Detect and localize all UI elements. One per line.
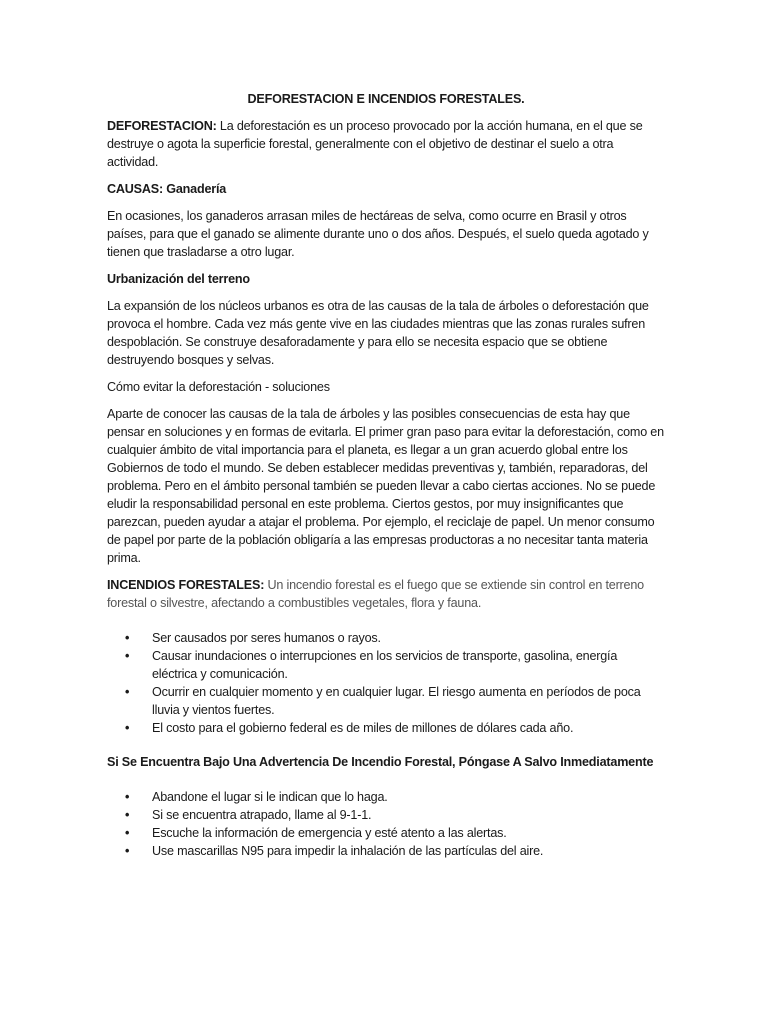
list-item: • Si se encuentra atrapado, llame al 9-1-1.: [125, 808, 372, 822]
advertencia-heading: Si Se Encuentra Bajo Una Advertencia De Incendio Forestal, Póngase A Salvo Inmediatamente: [107, 755, 654, 769]
list-item: • Causar inundaciones o interrupciones en los servicios de transporte, gasolina, energía eléctrica y comunicación.: [125, 649, 618, 681]
list-item: • El costo para el gobierno federal es de miles de millones de dólares cada año.: [125, 721, 574, 735]
incendios-list: [107, 629, 665, 737]
urbanizacion-paragraph: La expansión de los núcleos urbanos es otra de las causas de la tala de árboles o deforestación que provoca el hombre. Cada vez más gente vive en las ciudades mientras que las zonas rurales sufren despoblación. Se construye desaforadamente y para ello se necesita espacio que se obtiene destruyendo bosques y selvas.: [107, 299, 649, 367]
bullet-icon: •: [125, 790, 130, 804]
document-page: [107, 90, 665, 869]
bullet-icon: •: [125, 844, 130, 858]
document-title: DEFORESTACION E INCENDIOS FORESTALES.: [247, 92, 525, 106]
list-item: • Abandone el lugar si le indican que lo haga.: [125, 790, 388, 804]
bullet-icon: •: [125, 631, 130, 645]
incendios-label: INCENDIOS FORESTALES:: [107, 578, 265, 592]
list-item: • Ser causados por seres humanos o rayos.: [125, 631, 381, 645]
incendios-text: Un incendio forestal es el fuego que se extiende sin control en terreno forestal o silvestre, afectando a combustibles vegetales, flora y fauna.: [107, 578, 644, 610]
causas-heading: CAUSAS: Ganadería: [107, 182, 227, 196]
urbanizacion-heading: Urbanización del terreno: [107, 272, 250, 286]
bullet-icon: •: [125, 685, 130, 699]
deforestacion-label: DEFORESTACION:: [107, 119, 217, 133]
bullet-icon: •: [125, 649, 130, 663]
advertencia-list: [107, 788, 665, 860]
ganaderia-paragraph: En ocasiones, los ganaderos arrasan miles de hectáreas de selva, como ocurre en Brasil y otros países, para que el ganado se alimente durante uno o dos años. Después, el suelo queda agotado y tienen que trasladarse a otro lugar.: [107, 209, 649, 259]
incendios-paragraph: [107, 576, 665, 612]
deforestacion-text: La deforestación es un proceso provocado por la acción humana, en el que se destruye o agota la superficie forestal, generalmente con el objetivo de destinar el suelo a otra actividad.: [107, 119, 643, 169]
bullet-icon: •: [125, 826, 130, 840]
soluciones-heading: Cómo evitar la deforestación - soluciones: [107, 380, 330, 394]
bullet-icon: •: [125, 721, 130, 735]
bullet-icon: •: [125, 808, 130, 822]
list-item: • Escuche la información de emergencia y esté atento a las alertas.: [125, 826, 507, 840]
deforestacion-paragraph: [107, 117, 665, 171]
list-item: • Use mascarillas N95 para impedir la inhalación de las partículas del aire.: [125, 844, 544, 858]
soluciones-paragraph: Aparte de conocer las causas de la tala de árboles y las posibles consecuencias de esta hay que pensar en soluciones y en formas de evitarla. El primer gran paso para evitar la deforestación, como en cualquier ámbito de vital importancia para el planeta, es llegar a un gran acuerdo global entre los Gobiernos de todo el mundo. Se deben establecer medidas preventivas y, también, reparadoras, del problema. Pero en el ámbito personal también se pueden llevar a cabo ciertas acciones. No se puede eludir la responsabilidad personal en este problema. Ciertos gestos, por muy insignificantes que parezcan, pueden ayudar a atajar el problema. Por ejemplo, el reciclaje de papel. Un menor consumo de papel por parte de la población obligaría a las empresas productoras a no necesitar tanta materia prima.: [107, 407, 664, 565]
list-item: • Ocurrir en cualquier momento y en cualquier lugar. El riesgo aumenta en períodos de poca lluvia y vientos fuertes.: [125, 685, 641, 717]
